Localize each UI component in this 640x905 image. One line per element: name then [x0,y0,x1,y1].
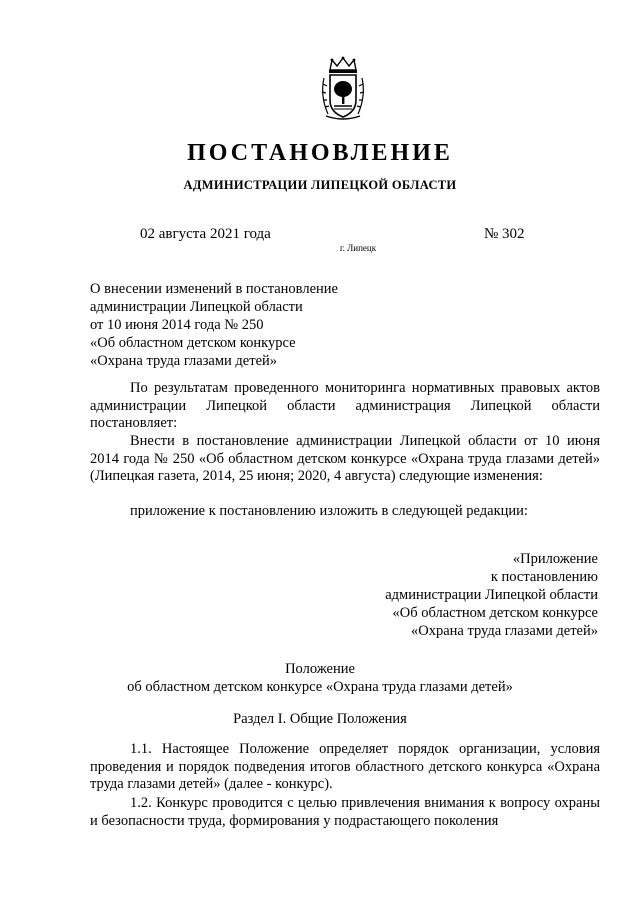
body-paragraph-3: приложение к постановлению изложить в следующей редакции: [130,503,528,519]
document-city: г. Липецк [340,243,377,253]
subject-line: О внесении изменений в постановление [90,281,338,297]
appendix-line: к постановлению [490,569,598,585]
subject-line: администрации Липецкой области [90,299,303,315]
appendix-line: «Об областном детском конкурсе [392,605,598,621]
document-date: 02 августа 2021 года [140,226,271,242]
body-paragraph-2: Внести в постановление администрации Липецкой области от 10 июня 2014 года № 250 «Об областном детском конкурсе «Охрана труда глазами детей» (Липецкая газета, 2014, 25 июня; 2020, 4 августа) следующие изменения: [90,433,600,484]
appendix-line: администрации Липецкой области [385,587,598,603]
coat-of-arms-icon [318,56,368,122]
document-number: № 302 [484,226,525,242]
section-heading: Раздел I. Общие Положения [233,711,407,727]
regulation-subheading: об областном детском конкурсе «Охрана труда глазами детей» [127,679,513,695]
subject-line: «Об областном детском конкурсе [90,335,296,351]
subject-line: «Охрана труда глазами детей» [90,353,278,369]
regulation-heading: Положение [285,661,355,677]
clause-1-1: 1.1. Настоящее Положение определяет порядок организации, условия проведения и порядок подведения итогов областного детского конкурса «Охрана труда глазами детей» (далее - конкурс). [90,741,600,792]
subject-line: от 10 июня 2014 года № 250 [90,317,264,333]
appendix-stamp [385,550,598,640]
appendix-line: «Охрана труда глазами детей» [410,623,598,639]
appendix-line: «Приложение [512,551,598,567]
document-subject [90,280,338,370]
clause-1-2: 1.2. Конкурс проводится с целью привлечения внимания к вопросу охраны и безопасности труда, формирования у подрастающего поколения [90,795,600,829]
page-title: ПОСТАНОВЛЕНИЕ [187,140,453,166]
page-subtitle: АДМИНИСТРАЦИИ ЛИПЕЦКОЙ ОБЛАСТИ [183,178,457,192]
body-paragraph-1: По результатам проведенного мониторинга нормативных правовых актов администрации Липецкой области администрация Липецкой области постановляет: [90,380,600,431]
